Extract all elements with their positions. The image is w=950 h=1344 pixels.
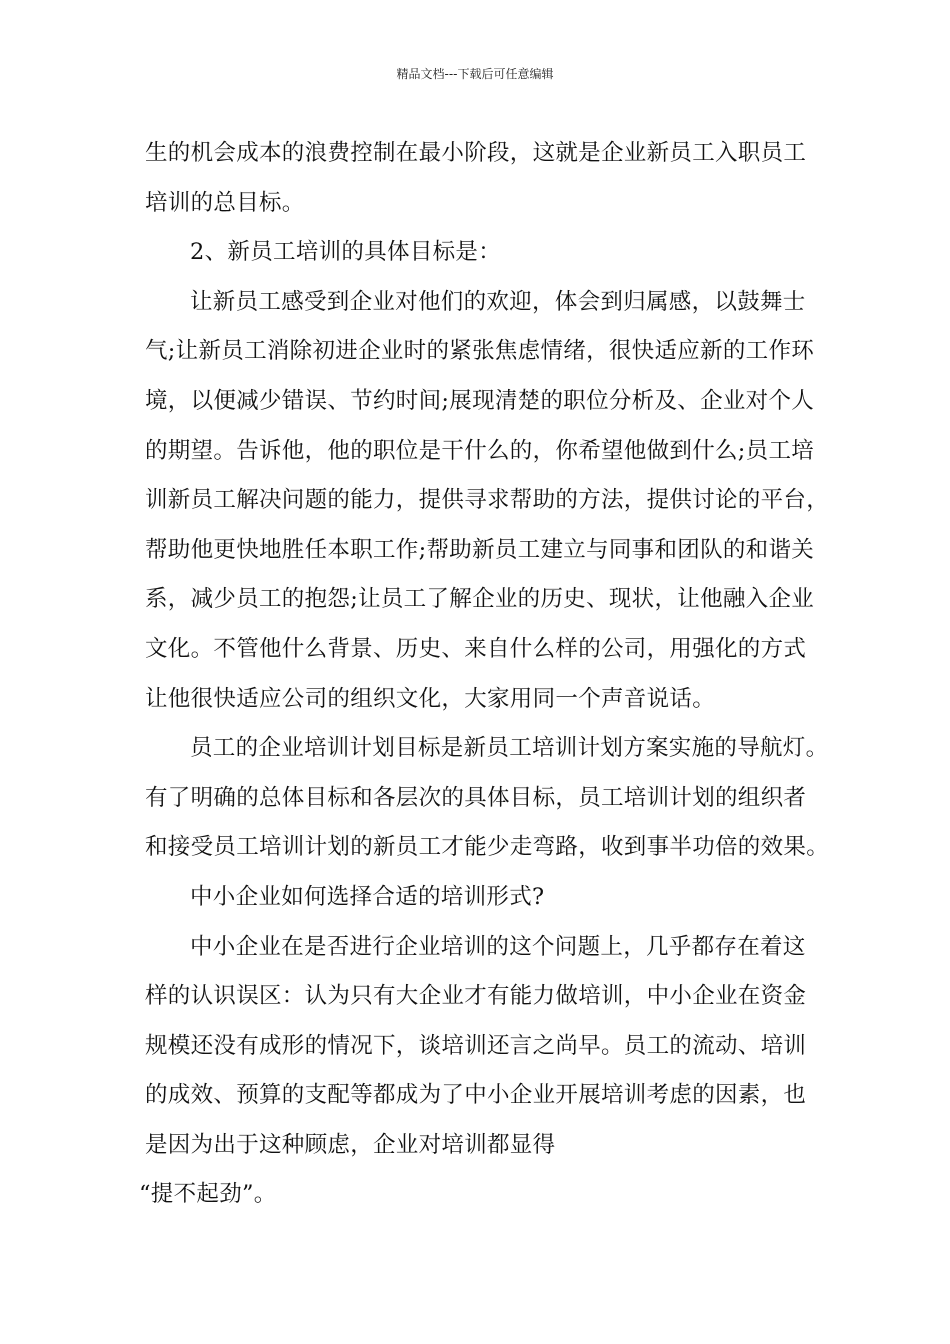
text-line: 规模还没有成形的情况下，谈培训还言之尚早。员工的流动、培训 [145,1032,807,1059]
text-line: 培训的总目标。 [145,189,305,216]
text-line: 境，以便减少错误、节约时间;展现清楚的职位分析及、企业对个人 [145,387,815,414]
text-line: 中小企业在是否进行企业培训的这个问题上，几乎都存在着这 [190,933,806,960]
section-heading: 中小企业如何选择合适的培训形式? [190,883,545,910]
section-heading: 2、新员工培训的具体目标是： [190,239,502,266]
page-header: 精品文档---下载后可任意编辑 [396,67,554,81]
text-line: 气;让新员工消除初进企业时的紧张焦虑情绪，很快适应新的工作环 [145,338,815,365]
text-line: 文化。不管他什么背景、历史、来自什么样的公司，用强化的方式 [145,635,807,662]
text-line: 让他很快适应公司的组织文化，大家用同一个声音说话。 [145,685,716,712]
text-line: “提不起劲”。 [139,1181,277,1208]
text-line: 的期望。告诉他，他的职位是干什么的，你希望他做到什么;员工培 [145,437,815,464]
text-line: 系，减少员工的抱怨;让员工了解企业的历史、现状，让他融入企业 [145,586,815,613]
text-line: 有了明确的总体目标和各层次的具体目标，员工培训计划的组织者 [145,784,807,811]
text-line: 帮助他更快地胜任本职工作;帮助新员工建立与同事和团队的和谐关 [145,536,815,563]
text-line: 的成效、预算的支配等都成为了中小企业开展培训考虑的因素，也 [145,1082,807,1109]
text-line: 训新员工解决问题的能力，提供寻求帮助的方法，提供讨论的平台， [145,487,830,514]
text-line: 样的认识误区：认为只有大企业才有能力做培训，中小企业在资金 [145,983,807,1010]
text-line: 和接受员工培训计划的新员工才能少走弯路，收到事半功倍的效果。 [145,834,830,861]
text-line: 员工的企业培训计划目标是新员工培训计划方案实施的导航灯。 [190,735,829,762]
document-body [139,133,830,1224]
text-line: 是因为出于这种顾虑，企业对培训都显得 [145,1131,556,1158]
text-line: 生的机会成本的浪费控制在最小阶段，这就是企业新员工入职员工 [145,140,807,166]
text-line: 让新员工感受到企业对他们的欢迎，体会到归属感，以鼓舞士 [190,288,806,315]
